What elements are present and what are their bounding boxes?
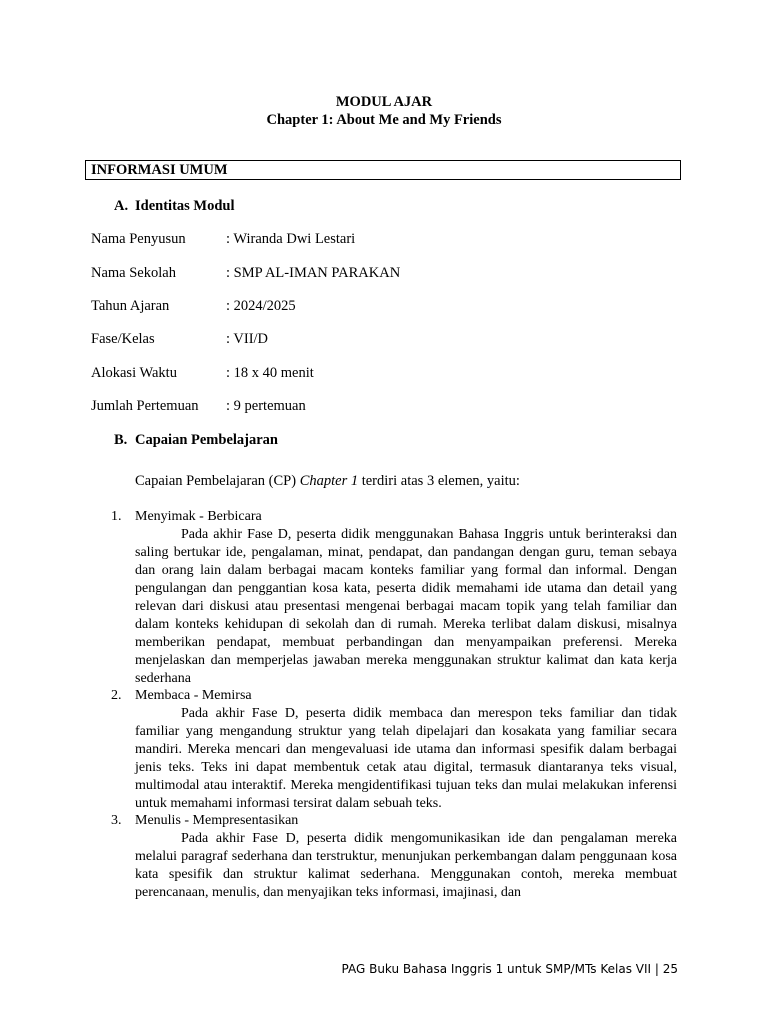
identity-label: Nama Sekolah [91,265,176,281]
info-box-heading: INFORMASI UMUM [85,160,681,180]
section-b-letter: B. [114,432,128,448]
identity-value: : 18 x 40 menit [226,365,314,381]
identity-label: Tahun Ajaran [91,298,170,314]
identity-row [91,331,268,348]
section-b-heading [114,432,278,449]
identity-row [91,365,314,382]
identity-value: : Wiranda Dwi Lestari [226,231,356,247]
identity-label: Nama Penyusun [91,231,186,247]
identity-row [91,298,296,315]
cp-element-heading [111,509,262,525]
cp-element-heading [111,813,298,829]
section-b-title: Capaian Pembelajaran [135,432,278,448]
identity-value: : 9 pertemuan [226,398,306,414]
identity-value: : VII/D [226,331,269,347]
cp-element-number: 3. [111,813,122,828]
cp-element-paragraph: Pada akhir Fase D, peserta didik mengomunikasikan ide dan pengalaman mereka melalui paragraf sederhana dan terstruktur, menunjukan perkembangan dalam penggunaan kosa kata spesifik dan struktur kalimat sederhana. Menggunakan contoh, mereka membuat perencanaan, menulis, dan menyajikan teks informasi, imajinasi, dan [135,831,677,900]
cp-element-paragraph: Pada akhir Fase D, peserta didik membaca dan merespon teks familiar dan tidak familiar yang mengandung struktur yang telah dipelajari dan kosakata yang familiar secara mandiri. Mereka mencari dan mengevaluasi ide utama dan informasi spesifik dalam berbagai jenis teks. Teks ini dapat membentuk cetak atau digital, termasuk diantaranya teks visual, multimodal atau interaktif. Mereka mengidentifikasi tujuan teks dan mulai melakukan inferensi untuk memahami informasi tersirat dalam sebuah teks. [135,706,677,811]
section-a-title: Identitas Modul [135,198,235,214]
identity-row [91,231,355,248]
cp-intro-italic: Chapter 1 [299,473,359,489]
cp-element-title: Membaca - Memirsa [135,688,252,703]
page-title: MODUL AJAR [335,94,433,110]
identity-label: Alokasi Waktu [91,365,177,381]
cp-intro-before: Capaian Pembelajaran (CP) [135,473,300,489]
cp-element-title: Menyimak - Berbicara [135,509,262,524]
cp-element-number: 1. [111,509,122,524]
identity-label: Jumlah Pertemuan [91,398,199,414]
cp-intro-after: terdiri atas 3 elemen, yaitu: [358,473,520,489]
section-a-letter: A. [114,198,129,214]
page-footer: PAG Buku Bahasa Inggris 1 untuk SMP/MTs Kelas VII | 25 [341,962,678,976]
cp-element-number: 2. [111,688,122,703]
page-subtitle: Chapter 1: About Me and My Friends [266,112,502,128]
section-a-heading [114,198,235,215]
cp-intro-text [135,473,520,490]
identity-row [91,265,400,282]
identity-value: : 2024/2025 [226,298,296,314]
cp-element-title: Menulis - Mempresentasikan [135,813,299,828]
cp-element-heading [111,688,252,704]
cp-element-paragraph: Pada akhir Fase D, peserta didik menggunakan Bahasa Inggris untuk berinteraksi dan saling bertukar ide, pengalaman, minat, pendapat, dan pandangan dengan guru, teman sebaya dan orang lain dalam berbagai macam konteks familiar yang formal dan informal. Dengan pengulangan dan penggantian kosa kata, peserta didik memahami ide utama dan detail yang relevan dari diskusi atau presentasi mengenai berbagai macam topik yang telah familiar dan dalam konteks kehidupan di sekolah dan di rumah. Mereka terlibat dalam diskusi, misalnya memberikan pendapat, membuat perbandingan dan menyampaikan preferensi. Mereka menjelaskan dan memperjelas jawaban mereka menggunakan struktur kalimat dan kata kerja sederhana [135,527,677,686]
identity-label: Fase/Kelas [91,331,155,347]
identity-value: : SMP AL-IMAN PARAKAN [226,265,401,281]
identity-row [91,398,306,415]
